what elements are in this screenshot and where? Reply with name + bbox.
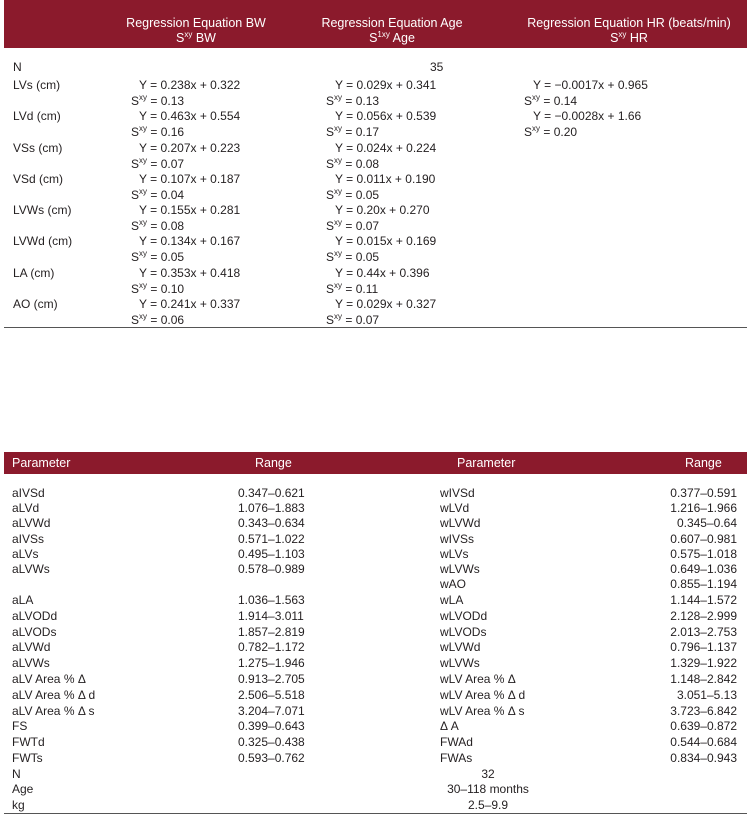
age-sxy <box>326 94 379 108</box>
header-age-sub: $S^{1xy}$ Age <box>369 29 415 45</box>
parameter-right: FWAs <box>440 751 473 765</box>
range-right: 0.575–1.018 <box>670 546 737 561</box>
range-right: 0.345–0.64 <box>676 516 737 531</box>
table-row <box>4 593 747 608</box>
header-age-title: Regression Equation Age <box>321 16 463 30</box>
header-hr <box>504 16 751 46</box>
sxy-value: = 0.06 <box>150 312 185 327</box>
bw-equation: Y = 0.134x + 0.167 <box>139 234 241 249</box>
range-left: 0.495–1.103 <box>238 546 305 561</box>
hr-equation: Y = −0.0017x + 0.965 <box>533 78 648 92</box>
parameter-left: FWTd <box>12 735 45 750</box>
bw-sxy <box>131 219 184 233</box>
parameter-label: VSd (cm) <box>13 171 64 186</box>
footer-row <box>4 782 747 797</box>
sxy-superscript: xy <box>334 124 343 134</box>
sxy-value: = 0.20 <box>543 125 578 140</box>
range-left: 3.204–7.071 <box>238 703 305 718</box>
sxy-symbol: S <box>131 125 140 140</box>
footer-label: Age <box>12 782 34 797</box>
age-equation: Y = 0.029x + 0.341 <box>335 78 437 92</box>
bw-equation: Y = 0.207x + 0.223 <box>139 140 241 155</box>
sxy-superscript: xy <box>334 93 343 102</box>
sxy-value: = 0.05 <box>345 187 380 202</box>
sxy-value: = 0.11 <box>345 281 379 296</box>
parameter-left: aLVs <box>12 546 39 561</box>
parameter-label: LVWs (cm) <box>13 203 72 217</box>
sxy-value: = 0.17 <box>345 125 380 140</box>
sxy-value: = 0.07 <box>150 156 185 171</box>
age-equation: Y = 0.20x + 0.270 <box>335 203 430 217</box>
sxy-symbol: S <box>524 94 533 108</box>
age-equation: Y = 0.44x + 0.396 <box>335 265 430 280</box>
table-row <box>4 201 747 232</box>
parameter-left: aLV Area % Δ d <box>12 687 96 702</box>
range-left: 0.343–0.634 <box>238 516 305 531</box>
header-bw-title: Regression Equation BW <box>126 16 266 30</box>
sxy-symbol: S <box>131 94 140 108</box>
range-right: 2.128–2.999 <box>670 608 737 623</box>
age-sxy <box>326 157 379 171</box>
bw-sxy <box>131 313 184 327</box>
sxy-value: = 0.16 <box>150 125 185 140</box>
range-left: 0.593–0.762 <box>238 751 305 765</box>
table-row <box>4 688 747 703</box>
footer-label: kg <box>12 797 25 812</box>
parameter-left: aIVSs <box>12 531 45 546</box>
parameter-right: Δ A <box>440 719 459 734</box>
sxy-symbol: S <box>131 281 140 296</box>
sxy-superscript: xy <box>139 218 148 227</box>
range-left: 0.782–1.172 <box>238 640 305 655</box>
age-sxy <box>326 125 379 139</box>
sxy-superscript: xy <box>139 124 148 134</box>
footer-value: 2.5–9.9 <box>467 797 509 812</box>
table-row <box>4 719 747 734</box>
sxy-superscript: xy <box>334 311 343 321</box>
sxy-value: = 0.13 <box>150 94 185 108</box>
header-bw <box>86 16 306 46</box>
sxy-symbol: S <box>326 281 335 296</box>
parameter-left: aLVWs <box>12 562 50 576</box>
table-row <box>4 76 747 107</box>
sxy-symbol: S <box>326 250 335 265</box>
parameter-right: wIVSs <box>440 531 475 546</box>
header-range-left: Range <box>255 456 292 470</box>
table-row <box>4 486 747 501</box>
sxy-symbol: S <box>131 312 140 327</box>
sxy-superscript: xy <box>334 218 343 227</box>
parameter-label: VSs (cm) <box>13 140 63 155</box>
sxy-superscript: xy <box>139 186 148 196</box>
parameter-label: LA (cm) <box>13 265 55 280</box>
range-left: 2.506–5.518 <box>238 687 305 702</box>
range-left: 1.275–1.946 <box>238 656 305 671</box>
table-row <box>4 562 747 577</box>
table-row <box>4 232 747 263</box>
header-parameter-left: Parameter <box>12 456 71 470</box>
footer-label: N <box>12 767 21 781</box>
range-left: 0.399–0.643 <box>238 719 305 734</box>
footer-value: 30–118 months <box>447 782 529 797</box>
parameter-left: FS <box>12 719 28 734</box>
range-right: 0.855–1.194 <box>670 577 737 592</box>
range-right: 0.639–0.872 <box>670 719 737 734</box>
sxy-symbol: S <box>131 187 140 202</box>
range-left: 1.857–2.819 <box>238 624 305 639</box>
sxy-superscript: xy <box>334 155 343 165</box>
age-sxy <box>326 313 379 327</box>
parameter-right: FWAd <box>440 735 473 750</box>
parameter-right: wLVWd <box>440 516 481 531</box>
table-row <box>4 501 747 516</box>
age-equation: Y = 0.056x + 0.539 <box>335 109 437 124</box>
sxy-symbol: S <box>326 94 335 108</box>
footer-value: 32 <box>481 767 495 781</box>
table-row <box>4 640 747 655</box>
table-row <box>4 516 747 531</box>
parameter-left: aLVWs <box>12 656 50 671</box>
header-hr-sub: $S^{xy}$ HR <box>610 29 648 45</box>
sxy-value: = 0.14 <box>543 94 578 108</box>
sxy-superscript: xy <box>334 280 343 290</box>
bw-equation: Y = 0.241x + 0.337 <box>139 296 241 311</box>
range-left: 0.325–0.438 <box>238 735 305 750</box>
range-left: 0.571–1.022 <box>238 531 305 546</box>
header-bw-sub: $S^{xy}$ BW <box>176 29 216 45</box>
range-right: 0.834–0.943 <box>670 751 737 765</box>
sxy-value: = 0.08 <box>150 219 185 233</box>
table-row <box>4 672 747 687</box>
sxy-value: = 0.13 <box>345 94 380 108</box>
parameter-right: wLA <box>440 593 464 607</box>
age-sxy <box>326 219 379 233</box>
bw-equation: Y = 0.463x + 0.554 <box>139 109 241 124</box>
n-label: N <box>13 60 22 74</box>
table-row <box>4 656 747 671</box>
range-right: 0.649–1.036 <box>670 562 737 576</box>
sxy-symbol: S <box>131 156 140 171</box>
sxy-value: = 0.08 <box>345 156 380 171</box>
parameter-label: AO (cm) <box>13 296 58 311</box>
parameter-right: wLV Area % Δ d <box>440 687 526 702</box>
sxy-superscript: xy <box>139 311 148 321</box>
parameter-left: aLV Area % Δ <box>12 672 86 686</box>
footer-row <box>4 767 747 782</box>
parameter-right: wLVs <box>440 546 469 561</box>
parameter-right: wLVWd <box>440 640 481 655</box>
range-left: 0.347–0.621 <box>238 486 305 500</box>
sxy-superscript: xy <box>139 93 148 102</box>
n-value: 35 <box>430 60 444 74</box>
sxy-superscript: xy <box>139 249 148 259</box>
range-left: 1.076–1.883 <box>238 501 305 516</box>
header-hr-title: Regression Equation HR (beats/min) <box>527 16 731 30</box>
sxy-value: = 0.07 <box>345 219 380 233</box>
header-range-right: Range <box>685 456 722 470</box>
parameter-right: wLVWs <box>440 562 480 576</box>
sxy-value: = 0.04 <box>150 187 185 202</box>
sxy-value: = 0.05 <box>150 250 185 265</box>
parameter-left: FWTs <box>12 751 43 765</box>
range-left: 0.913–2.705 <box>238 672 305 686</box>
table-row <box>4 139 747 170</box>
parameter-left: aLVODs <box>12 624 57 639</box>
table-row <box>4 577 747 592</box>
hr-sxy <box>524 125 577 139</box>
regression-table-header <box>4 0 747 48</box>
range-right: 2.013–2.753 <box>670 624 737 639</box>
regression-table-body <box>4 48 747 328</box>
bw-equation: Y = 0.353x + 0.418 <box>139 265 241 280</box>
sxy-symbol: S <box>326 187 335 202</box>
sxy-superscript: xy <box>334 186 343 196</box>
sxy-superscript: xy <box>139 280 148 290</box>
sxy-symbol: S <box>131 219 140 233</box>
header-parameter-right: Parameter <box>457 456 516 470</box>
hr-equation: Y = −0.0028x + 1.66 <box>533 109 642 124</box>
age-equation: Y = 0.029x + 0.327 <box>335 296 437 311</box>
age-equation: Y = 0.015x + 0.169 <box>335 234 437 249</box>
range-right: 1.144–1.572 <box>670 593 737 607</box>
sxy-superscript: xy <box>139 155 148 165</box>
sxy-symbol: S <box>524 125 533 140</box>
sxy-symbol: S <box>326 125 335 140</box>
header-age <box>282 16 502 46</box>
sxy-value: = 0.07 <box>345 312 380 327</box>
parameter-right: wAO <box>440 577 467 592</box>
table-row <box>4 735 747 750</box>
bw-equation: Y = 0.107x + 0.187 <box>139 171 241 186</box>
parameter-right: wLV Area % Δ s <box>440 703 525 718</box>
parameter-left: aLVd <box>12 501 40 516</box>
sxy-superscript: xy <box>532 93 541 102</box>
table-row <box>4 547 747 562</box>
parameter-right: wLVODd <box>440 608 488 623</box>
sxy-symbol: S <box>326 156 335 171</box>
sxy-symbol: S <box>131 250 140 265</box>
parameter-left: aLA <box>12 593 34 607</box>
bw-sxy <box>131 157 184 171</box>
parameter-label: LVs (cm) <box>13 78 61 92</box>
age-sxy <box>326 188 379 202</box>
sxy-superscript: xy <box>334 249 343 259</box>
parameter-right: wLVODs <box>440 624 487 639</box>
range-right: 1.329–1.922 <box>670 656 737 671</box>
parameter-right: wLVWs <box>440 656 480 671</box>
bw-sxy <box>131 282 184 296</box>
table-row <box>4 625 747 640</box>
bw-equation: Y = 0.238x + 0.322 <box>139 78 241 92</box>
bw-sxy <box>131 94 184 108</box>
parameter-left: aIVSd <box>12 486 45 500</box>
bw-sxy <box>131 125 184 139</box>
sxy-value: = 0.10 <box>150 281 185 296</box>
table-row <box>4 170 747 201</box>
parameter-left: aLV Area % Δ s <box>12 703 95 718</box>
range-right: 0.377–0.591 <box>670 486 737 500</box>
table-row <box>4 609 747 624</box>
table-row <box>4 264 747 295</box>
sxy-symbol: S <box>326 312 335 327</box>
parameter-left: aLVWd <box>12 516 51 531</box>
range-right: 0.607–0.981 <box>670 531 737 546</box>
parameter-label: LVWd (cm) <box>13 234 73 249</box>
bw-sxy <box>131 188 184 202</box>
table-row <box>4 704 747 719</box>
parameter-left: aLVODd <box>12 608 58 623</box>
range-right: 3.723–6.842 <box>670 703 737 718</box>
table-row <box>4 532 747 547</box>
parameter-right: wLV Area % Δ <box>440 672 516 686</box>
range-right: 0.796–1.137 <box>670 640 737 655</box>
range-right: 3.051–5.13 <box>676 687 737 702</box>
age-equation: Y = 0.024x + 0.224 <box>335 140 437 155</box>
range-table-header <box>4 452 747 474</box>
parameter-left: aLVWd <box>12 640 51 655</box>
sxy-symbol: S <box>326 219 335 233</box>
range-left: 0.578–0.989 <box>238 562 305 576</box>
range-table-body <box>4 474 747 814</box>
footer-row <box>4 798 747 813</box>
table-row <box>4 107 747 138</box>
range-left: 1.914–3.011 <box>238 608 304 623</box>
parameter-label: LVd (cm) <box>13 109 61 124</box>
sxy-superscript: xy <box>532 124 541 134</box>
range-right: 1.216–1.966 <box>670 501 737 516</box>
range-left: 1.036–1.563 <box>238 593 305 607</box>
sxy-value: = 0.05 <box>345 250 380 265</box>
parameter-right: wIVSd <box>440 486 475 500</box>
range-right: 0.544–0.684 <box>670 735 737 750</box>
hr-sxy <box>524 94 577 108</box>
bw-equation: Y = 0.155x + 0.281 <box>139 203 241 217</box>
age-equation: Y = 0.011x + 0.190 <box>335 171 436 186</box>
range-right: 1.148–2.842 <box>670 672 737 686</box>
bw-sxy <box>131 250 184 264</box>
table-row <box>4 295 747 326</box>
age-sxy <box>326 282 378 296</box>
parameter-right: wLVd <box>440 501 470 516</box>
age-sxy <box>326 250 379 264</box>
table-row <box>4 751 747 766</box>
